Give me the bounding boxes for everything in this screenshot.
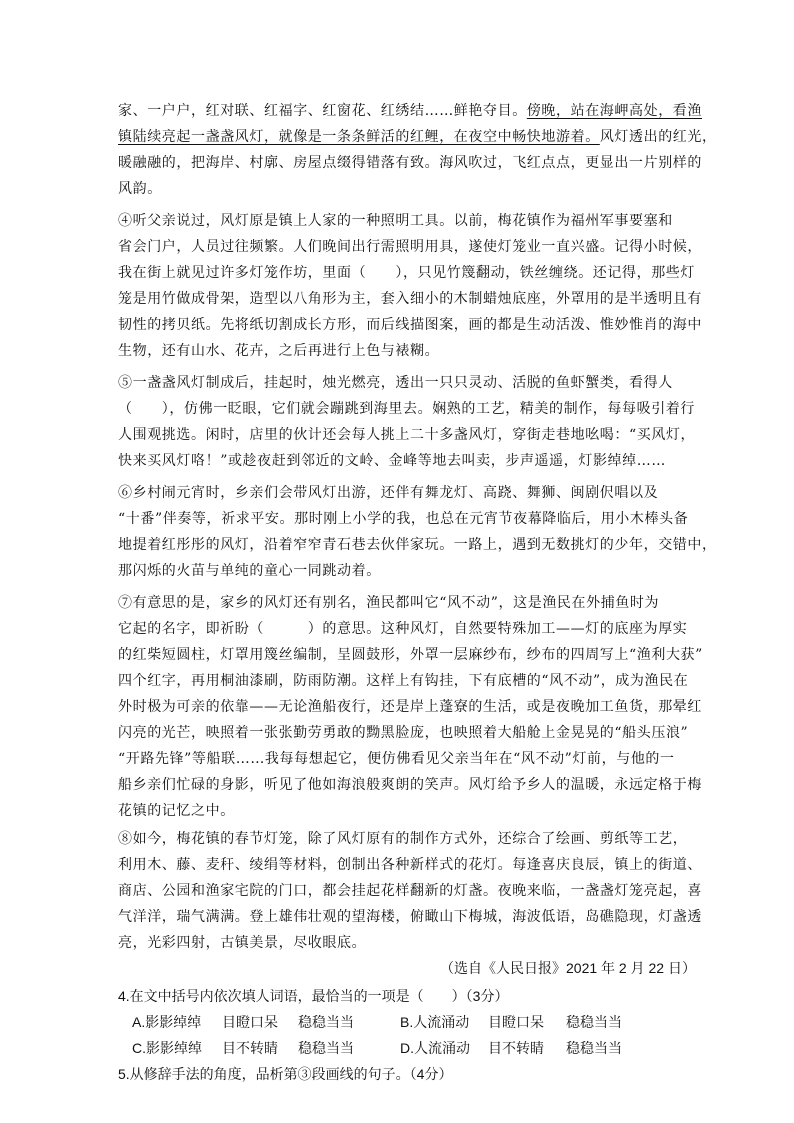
passage-p5-line: 人围观挑选。闲时，店里的伙计还会每人挑上二十多盏风灯，穿街走巷地吆喝：“买风灯， <box>118 427 696 443</box>
passage-p7-line: 闪亮的光芒，映照着一张张勤劳勇敢的黝黑脸庞，也映照着大船舱上金晃晃的“船头压浪” <box>118 725 689 741</box>
source-citation: （选自《人民日报》2021 年 2 月 22 日） <box>440 960 696 976</box>
passage-p7-line: 船乡亲们忙碌的身影，听见了他如海浪般爽朗的笑声。风灯给予乡人的温暖，永远定格于梅 <box>118 777 702 793</box>
passage-p4-line: 生物，还有山水、花卉，之后再进行上色与裱糊。 <box>118 343 440 359</box>
p3-underlined-sentence-part1: 傍晚，站在海岬高处，看渔 <box>526 103 703 119</box>
option-c-word1: C.影影绰绰 <box>132 1040 202 1056</box>
p3-line1-text: 家、一户户，红对联、红福字、红窗花、红绣结……鲜艳夺目。 <box>118 103 527 119</box>
passage-p8-line: 亮，光彩四射，古镇美景，尽收眼底。 <box>118 935 367 951</box>
option-c-word2: 目不转睛 <box>222 1040 278 1056</box>
passage-p5-line: （ ），仿佛一眨眼，它们就会蹦跳到海里去。娴熟的工艺，精美的制作，每每吸引着行 <box>118 401 695 417</box>
passage-p8-line: 气洋洋，瑞气满满。登上雄伟壮观的望海楼，俯瞰山下梅城，海波低语，岛礁隐现，灯盏透 <box>118 909 702 925</box>
passage-p7-line: 外时极为可亲的依靠——无论渔船夜行，还是岸上蓬寮的生活，或是夜晚加工鱼货，那晕红 <box>118 699 702 715</box>
passage-p8-line: ⑧如今，梅花镇的春节灯笼，除了风灯原有的制作方式外，还综合了绘画、剪纸等工艺， <box>118 831 688 847</box>
passage-p8-line: 商店、公园和渔家宅院的门口，都会挂起花样翻新的灯盏。夜晚来临，一盏盏灯笼亮起，喜 <box>118 883 702 899</box>
passage-p6-line: “十番”伴奏等，祈求平安。那时刚上小学的我，也总在元宵节夜幕降临后，用小木棒头备 <box>118 511 689 527</box>
passage-p6-line: 那闪烁的火苗与单纯的童心一同跳动着。 <box>118 563 381 579</box>
passage-p4-line: 我在街上就见过许多灯笼作坊，里面（ ），只见竹篾翻动，铁丝缠绕。还记得，那些灯 <box>118 265 695 281</box>
option-d-word1: D.人流涌动 <box>400 1040 470 1056</box>
passage-p7-line: 它起的名字，即祈盼（ ）的意思。这种风灯，自然要特殊加工——灯的底座为厚实 <box>118 621 688 637</box>
passage-p3-line1 <box>118 98 703 124</box>
passage-p5-line: 快来买风灯咯！”或趁夜赶到邻近的文岭、金峰等地去叫卖，步声遥遥，灯影绰绰…… <box>118 453 666 469</box>
passage-p4-line: 省会门户，人员过往频繁。人们晚间出行需照明用具，遂使灯笼业一直兴盛。记得小时候， <box>118 239 702 255</box>
passage-p7-line: “开路先锋”等船联……我每每想起它，便仿佛看见父亲当年在“风不动”灯前，与他的一 <box>118 751 675 767</box>
passage-p7-line: ⑦有意思的是，家乡的风灯还有别名，渔民都叫它“风不动”，这是渔民在外捕鱼时为 <box>118 595 660 611</box>
passage-p4-line: 笼是用竹做成骨架，造型以八角形为主，套入细小的木制蜡烛底座，外罩用的是半透明且有 <box>118 291 702 307</box>
passage-p4-line: 韧性的拷贝纸。先将纸切割成长方形，而后线描图案，画的都是生动活泼、惟妙惟肖的海中 <box>118 317 702 333</box>
p3-line2-rest: 风灯透出的红光， <box>599 129 717 145</box>
passage-p4-line: ④听父亲说过，风灯原是镇上人家的一种照明工具。以前，梅花镇作为福州军事要塞和 <box>118 213 673 229</box>
passage-p5-line: ⑤一盏盏风灯制成后，挂起时，烛光燃亮，透出一只只灵动、活脱的鱼虾蟹类，看得人 <box>118 375 673 391</box>
passage-p3-line3: 暖融融的，把海岸、村廓、房屋点缀得错落有致。海风吹过，飞红点点，更显出一片别样的 <box>118 155 702 171</box>
option-b-word2: 目瞪口呆 <box>488 1014 544 1030</box>
question-5-stem: 5.从修辞手法的角度，品析第③段画线的句子。（4分） <box>118 1066 453 1082</box>
option-c-word3: 稳稳当当 <box>298 1040 354 1056</box>
option-d-word3: 稳稳当当 <box>566 1040 622 1056</box>
option-a-word3: 稳稳当当 <box>298 1014 354 1030</box>
option-b-word3: 稳稳当当 <box>566 1014 622 1030</box>
option-d-word2: 目不转睛 <box>488 1040 544 1056</box>
passage-p7-line: 的红柴短圆柱，灯罩用篾丝编制，呈圆鼓形，外罩一层麻纱布，纱布的四周写上“渔利大获” <box>118 647 703 663</box>
p3-underlined-sentence-part2: 镇陆续亮起一盏盏风灯，就像是一条条鲜活的红鲤，在夜空中畅快地游着。 <box>118 129 600 145</box>
passage-p3-line4: 风韵。 <box>118 181 162 197</box>
passage-p8-line: 利用木、藤、麦秆、绫绢等材料，创制出各种新样式的花灯。每逢喜庆良辰，镇上的街道、 <box>118 857 702 873</box>
option-b-word1: B.人流涌动 <box>400 1014 470 1030</box>
question-4-stem: 4.在文中括号内依次填人词语，最恰当的一项是（ ）（3分） <box>118 988 509 1004</box>
passage-p3-line2 <box>118 124 717 150</box>
passage-p7-line: 四个红字，再用桐油漆刷，防雨防潮。这样上有钩挂，下有底槽的“风不动”，成为渔民在 <box>118 673 689 689</box>
option-a-word2: 目瞪口呆 <box>222 1014 278 1030</box>
passage-p6-line: 地提着红彤彤的风灯，沿着窄窄青石巷去伙伴家玩。一路上，遇到无数挑灯的少年，交错中， <box>118 537 717 553</box>
option-a-word1: A.影影绰绰 <box>132 1014 202 1030</box>
passage-p7-line: 花镇的记忆之中。 <box>118 803 235 819</box>
passage-p6-line: ⑥乡村闹元宵时，乡亲们会带风灯出游，还伴有舞龙灯、高跷、舞狮、闽剧伬唱以及 <box>118 485 659 501</box>
